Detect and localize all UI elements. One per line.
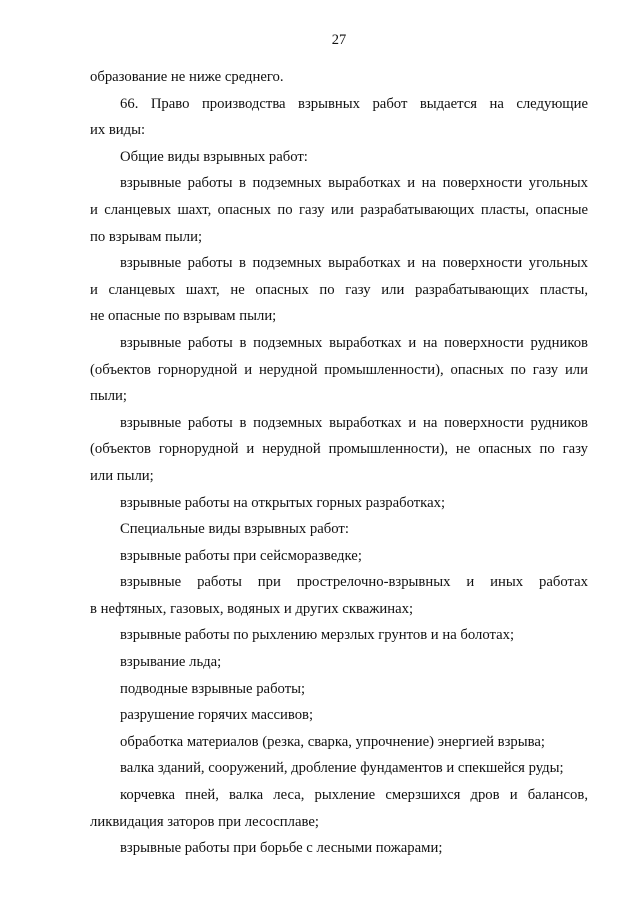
- text-line: взрывные работы на открытых горных разработках;: [120, 494, 446, 511]
- text-line: Общие виды взрывных работ:: [120, 148, 308, 165]
- text-line: не опасные по взрывам пыли;: [90, 308, 277, 325]
- text-line: 66. Право производства взрывных работ выдается на следующие: [120, 95, 588, 112]
- text-line: ликвидация заторов при лесосплаве;: [90, 813, 319, 830]
- text-line: валка зданий, сооружений, дробление фундаментов и спекшейся руды;: [120, 760, 564, 777]
- text-line: пыли;: [90, 388, 127, 405]
- text-line: взрывные работы при сейсморазведке;: [120, 547, 362, 564]
- text-line: (объектов горнорудной и нерудной промышленности), не опасных по газу: [90, 441, 588, 458]
- text-line: разрушение горячих массивов;: [120, 707, 314, 724]
- text-line: (объектов горнорудной и нерудной промышленности), опасных по газу или: [90, 361, 588, 378]
- text-line: и сланцевых шахт, не опасных по газу или разрабатывающих пласты,: [90, 281, 588, 298]
- text-line: образование не ниже среднего.: [90, 69, 284, 85]
- text-line: и сланцевых шахт, опасных по газу или разрабатывающих пласты, опасные: [90, 201, 588, 218]
- document-body: [90, 64, 588, 862]
- text-line: взрывные работы при борьбе с лесными пожарами;: [120, 840, 443, 857]
- text-line: взрывные работы в подземных выработках и на поверхности угольных: [120, 175, 588, 192]
- text-line: взрывные работы при прострелочно-взрывных и иных работах: [120, 574, 588, 591]
- page-number: 27: [331, 32, 347, 48]
- text-line: взрывные работы в подземных выработках и на поверхности рудников: [120, 334, 588, 351]
- text-line: взрывные работы в подземных выработках и на поверхности угольных: [120, 255, 588, 272]
- text-line: их виды:: [90, 122, 146, 139]
- text-line: в нефтяных, газовых, водяных и других скважинах;: [90, 600, 414, 617]
- text-line: корчевка пней, валка леса, рыхление смерзшихся дров и балансов,: [120, 787, 588, 804]
- text-line: Специальные виды взрывных работ:: [120, 521, 349, 538]
- text-line: взрывные работы по рыхлению мерзлых грунтов и на болотах;: [120, 627, 515, 644]
- text-line: по взрывам пыли;: [90, 228, 203, 245]
- text-line: или пыли;: [90, 467, 154, 484]
- text-line: обработка материалов (резка, сварка, упрочнение) энергией взрыва;: [120, 733, 545, 750]
- text-line: взрывные работы в подземных выработках и на поверхности рудников: [120, 414, 588, 431]
- text-line: взрывание льда;: [120, 654, 222, 671]
- text-line: подводные взрывные работы;: [120, 680, 306, 697]
